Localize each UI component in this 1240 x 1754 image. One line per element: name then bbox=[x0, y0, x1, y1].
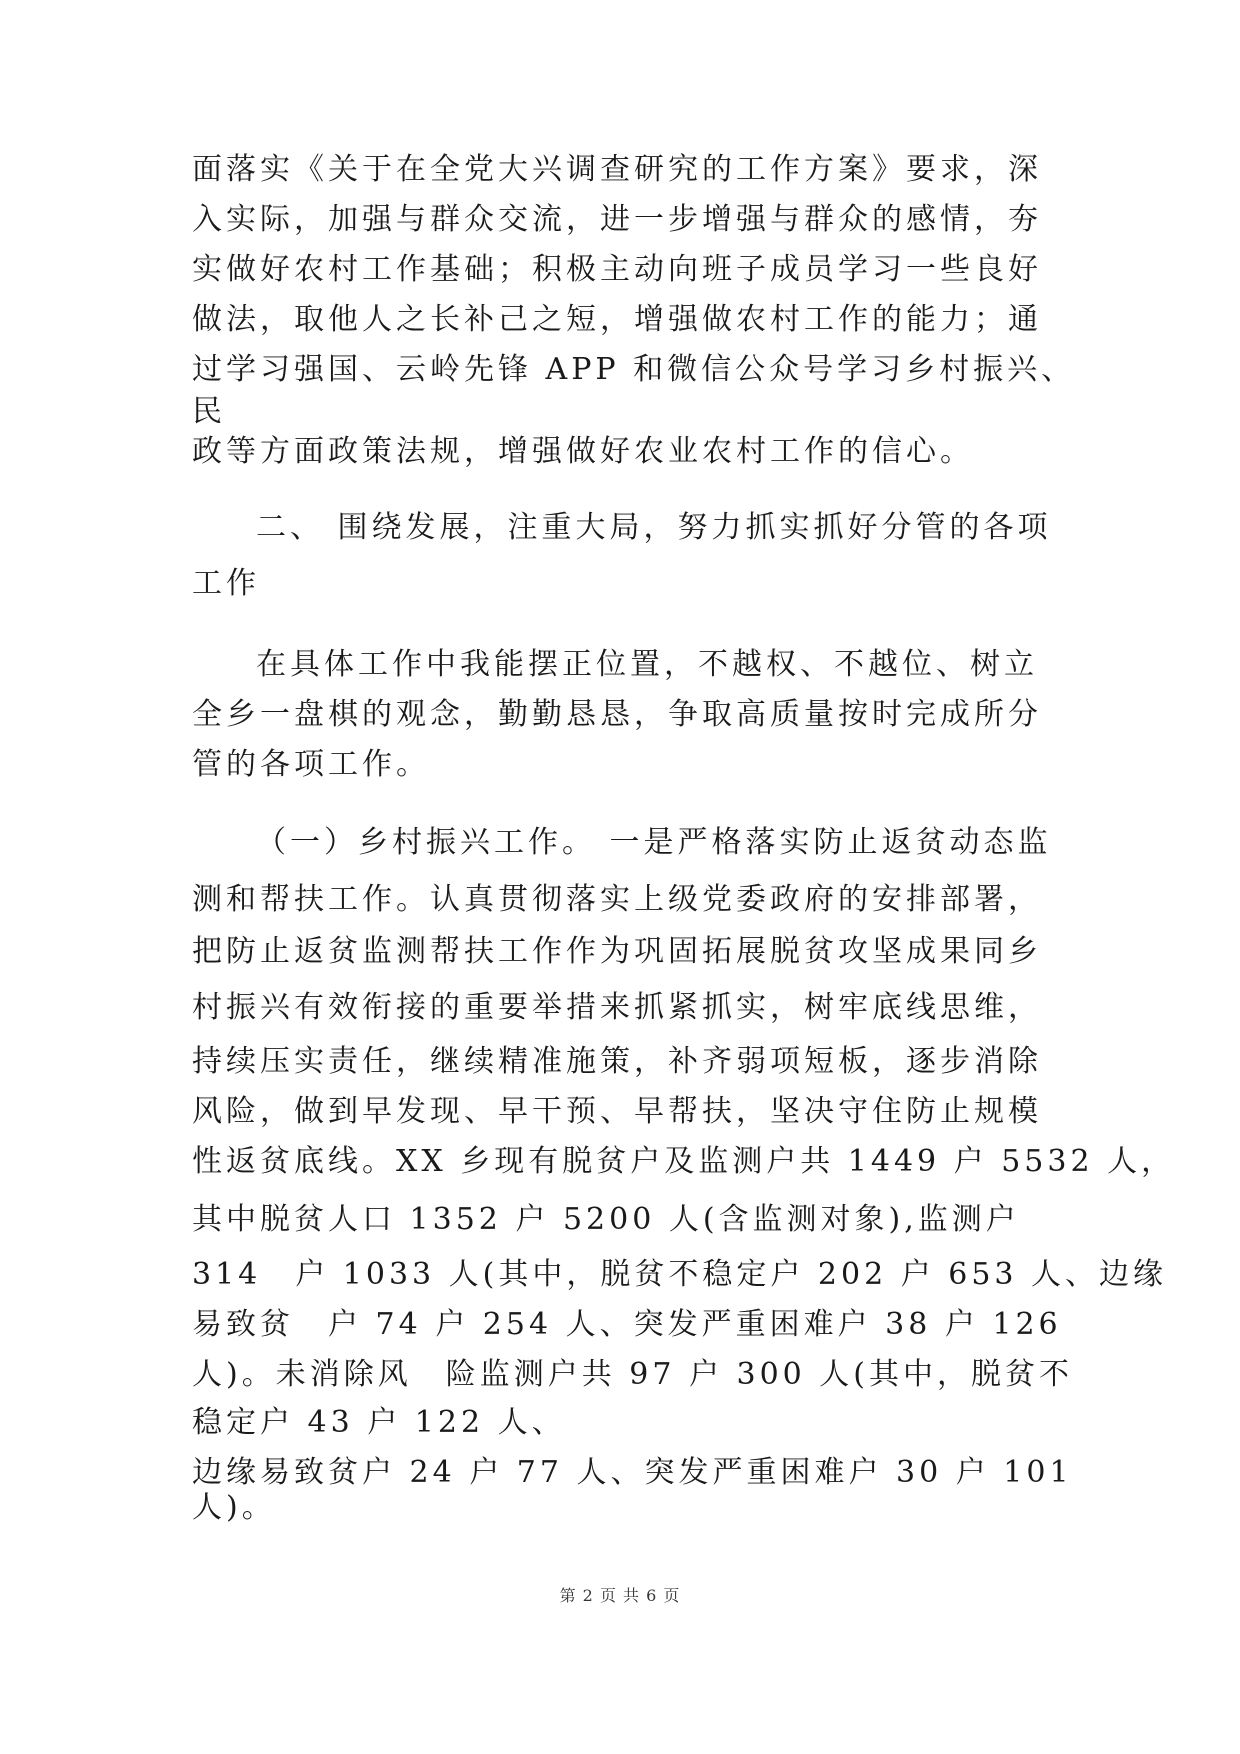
paragraph-line: 全乡一盘棋的观念，勤勤恳恳，争取高质量按时完成所分 bbox=[192, 697, 1042, 732]
section-heading: 工作 bbox=[192, 566, 260, 601]
paragraph-line: 人)。未消除风 险监测户共 97 户 300 人(其中，脱贫不 bbox=[192, 1357, 1073, 1392]
paragraph-line: 持续压实责任，继续精准施策，补齐弱项短板，逐步消除 bbox=[192, 1044, 1042, 1079]
paragraph-line: 民 bbox=[192, 394, 226, 429]
paragraph-line: 边缘易致贫户 24 户 77 人、突发严重困难户 30 户 101 bbox=[192, 1455, 1073, 1490]
paragraph-line: 把防止返贫监测帮扶工作作为巩固拓展脱贫攻坚成果同乡 bbox=[192, 934, 1042, 969]
paragraph-line: 风险，做到早发现、早干预、早帮扶，坚决守住防止规模 bbox=[192, 1094, 1042, 1129]
paragraph-line: 过学习强国、云岭先锋 APP 和微信公众号学习乡村振兴、 bbox=[192, 352, 1076, 387]
paragraph-line: 性返贫底线。XX 乡现有脱贫户及监测户共 1449 户 5532 人， bbox=[192, 1144, 1176, 1179]
paragraph-line: 村振兴有效衔接的重要举措来抓紧抓实，树牢底线思维， bbox=[192, 990, 1042, 1025]
paragraph-line: 测和帮扶工作。认真贯彻落实上级党委政府的安排部署， bbox=[192, 882, 1042, 917]
paragraph-line: 政等方面政策法规，增强做好农业农村工作的信心。 bbox=[192, 434, 974, 469]
paragraph-line: 管的各项工作。 bbox=[192, 747, 430, 782]
section-heading: 二、 围绕发展，注重大局，努力抓实抓好分管的各项 bbox=[256, 510, 1052, 545]
paragraph-line: 易致贫 户 74 户 254 人、突发严重困难户 38 户 126 bbox=[192, 1307, 1062, 1342]
paragraph-line: 其中脱贫人口 1352 户 5200 人(含监测对象),监测户 bbox=[192, 1202, 1020, 1237]
paragraph-line: 实做好农村工作基础；积极主动向班子成员学习一些良好 bbox=[192, 252, 1042, 287]
paragraph-line: 人)。 bbox=[192, 1490, 276, 1525]
paragraph-line: 入实际，加强与群众交流，进一步增强与群众的感情，夯 bbox=[192, 202, 1042, 237]
page-number-footer: 第 2 页 共 6 页 bbox=[559, 1586, 681, 1605]
paragraph-line: 做法，取他人之长补己之短，增强做农村工作的能力；通 bbox=[192, 302, 1042, 337]
paragraph-line: 在具体工作中我能摆正位置，不越权、不越位、树立 bbox=[256, 647, 1038, 682]
paragraph-line: 面落实《关于在全党大兴调查研究的工作方案》要求，深 bbox=[192, 152, 1042, 187]
paragraph-line: （一）乡村振兴工作。 一是严格落实防止返贫动态监 bbox=[256, 825, 1052, 860]
paragraph-line: 314 户 1033 人(其中，脱贫不稳定户 202 户 653 人、边缘 bbox=[192, 1257, 1168, 1292]
paragraph-line: 稳定户 43 户 122 人、 bbox=[192, 1405, 566, 1440]
